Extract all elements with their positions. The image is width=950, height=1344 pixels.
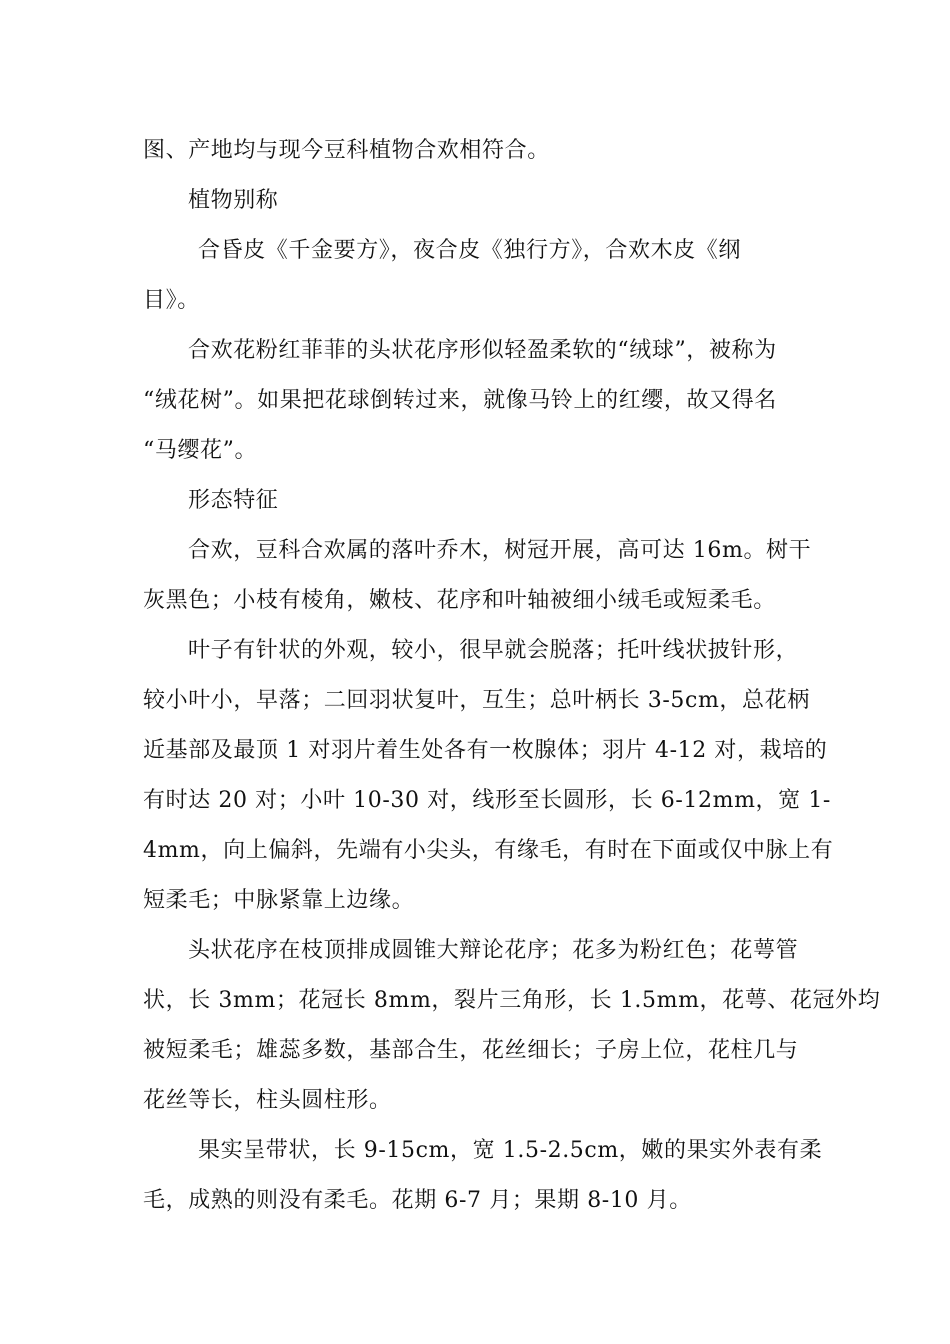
paragraph-line: 状，长 3mm；花冠长 8mm，裂片三角形，长 1.5mm，花萼、花冠外均 bbox=[143, 988, 881, 1013]
paragraph-line: 灰黑色；小枝有棱角，嫩枝、花序和叶轴被细小绒毛或短柔毛。 bbox=[143, 588, 776, 613]
paragraph-line: 有时达 20 对；小叶 10-30 对，线形至长圆形，长 6-12mm，宽 1- bbox=[143, 788, 831, 813]
section-heading-plant-aliases: 植物别称 bbox=[188, 188, 279, 213]
paragraph-line: 毛，成熟的则没有柔毛。花期 6-7 月；果期 8-10 月。 bbox=[143, 1188, 692, 1213]
paragraph-line: 合欢花粉红菲菲的头状花序形似轻盈柔软的“绒球”，被称为 bbox=[188, 338, 777, 363]
paragraph-line: 图、产地均与现今豆科植物合欢相符合。 bbox=[143, 138, 550, 163]
paragraph-line: 近基部及最顶 1 对羽片着生处各有一枚腺体；羽片 4-12 对，栽培的 bbox=[143, 738, 828, 763]
paragraph-line: 合昏皮《千金要方》，夜合皮《独行方》，合欢木皮《纲 bbox=[198, 238, 742, 263]
paragraph-line: 合欢，豆科合欢属的落叶乔木，树冠开展，高可达 16m。树干 bbox=[188, 538, 812, 563]
paragraph-line: 头状花序在枝顶排成圆锥大辩论花序；花多为粉红色；花萼管 bbox=[188, 938, 799, 963]
paragraph-line: 目》。 bbox=[143, 288, 200, 313]
paragraph-line: “绒花树”。如果把花球倒转过来，就像马铃上的红缨，故又得名 bbox=[143, 388, 777, 413]
paragraph-line: 4mm，向上偏斜，先端有小尖头，有缘毛，有时在下面或仅中脉上有 bbox=[143, 838, 834, 863]
paragraph-line: “马缨花”。 bbox=[143, 438, 258, 463]
paragraph-line: 被短柔毛；雄蕊多数，基部合生，花丝细长；子房上位，花柱几与 bbox=[143, 1038, 799, 1063]
paragraph-line: 花丝等长，柱头圆柱形。 bbox=[143, 1088, 392, 1113]
paragraph-line: 较小叶小，早落；二回羽状复叶，互生；总叶柄长 3-5cm，总花柄 bbox=[143, 688, 810, 713]
paragraph-line: 果实呈带状，长 9-15cm，宽 1.5-2.5cm，嫩的果实外表有柔 bbox=[198, 1138, 823, 1163]
paragraph-line: 叶子有针状的外观，较小，很早就会脱落；托叶线状披针形， bbox=[188, 638, 799, 663]
paragraph-line: 短柔毛；中脉紧靠上边缘。 bbox=[143, 888, 415, 913]
section-heading-morphology: 形态特征 bbox=[188, 488, 279, 513]
